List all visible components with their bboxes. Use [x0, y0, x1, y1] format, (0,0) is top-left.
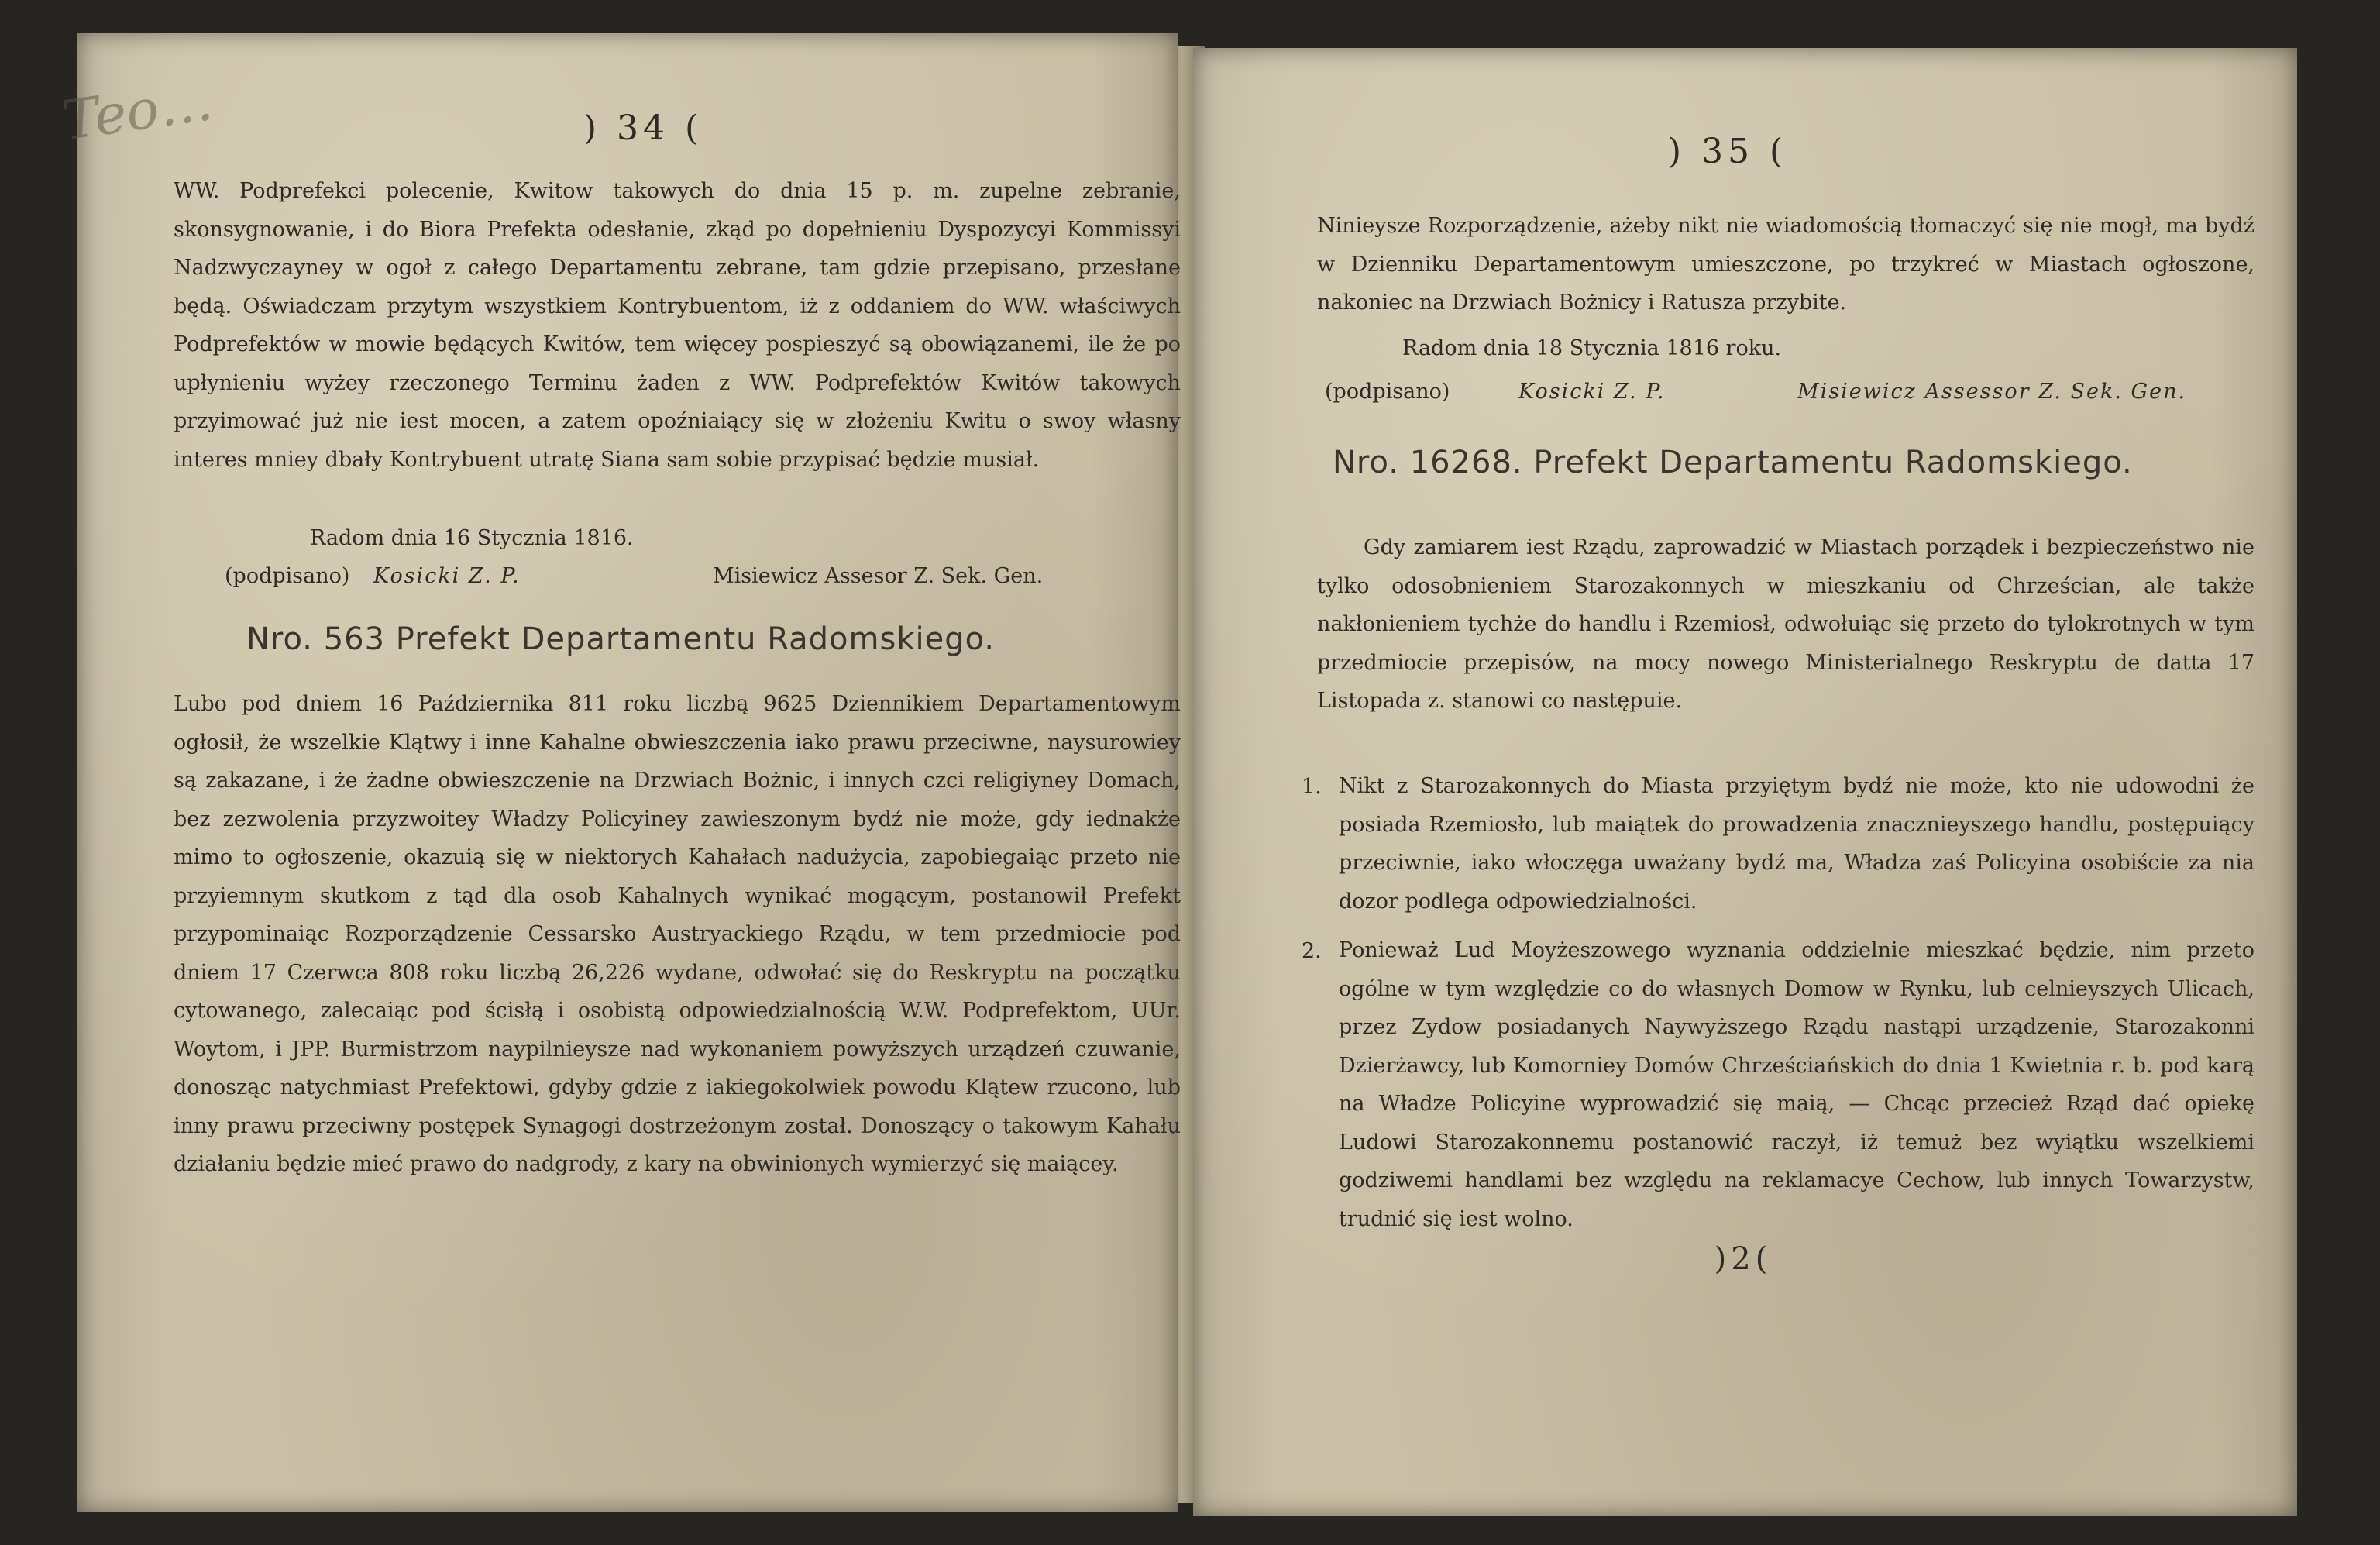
- right-heading: Nro. 16268. Prefekt Departamentu Radomskiego.: [1333, 445, 2133, 480]
- margin-pencil-note: Teo…: [58, 68, 217, 153]
- left-heading: Nro. 563 Prefekt Departamentu Radomskiego.: [246, 621, 996, 657]
- right-signed-name: [1518, 380, 1666, 404]
- right-signed-name-text: Kosicki Z. P.: [1518, 380, 1666, 404]
- left-signed-label: (podpisano): [225, 564, 350, 588]
- left-paragraph-2: Lubo pod dniem 16 Października 811 roku liczbą 9625 Dziennikiem Departamentowym ogłosił, że wszelkie Klątwy i inne Kahalne obwieszczenia iako prawu przeciwne, naysurowiey są zakazane, i że żadne obwieszczenie na Drzwiach Bożnic, i innych czci religiyney Domach, bez zezwolenia przyzwoitey Władzy Policyiney zawieszonym bydź nie może, gdy iednakże mimo to ogłoszenie, okazuią się w niektorych Kahałach nadużycia, zapobiegaiąc przeto nie przyiemnym skutkom z tąd dla osob Kahalnych wynikać mogącym, postanowił Prefekt przypominaiąc Rozporządzenie Cessarsko Austryackiego Rządu, w tem przedmiocie pod dniem 17 Czerwca 808 roku liczbą 26,226 wydane, odwołać się do Reskryptu na początku cytowanego, zalecaiąc pod ścisłą i osobistą odpowiedzialnością W.W. Podprefektom, UUr. Woytom, i JPP. Burmistrzom naypilnieysze nad wykonaniem powyższych urządzeń czuwanie, donosząc natychmiast Prefektowi, gdyby gdzie z iakiegokolwiek powodu Klątew rzucono, lub inny prawu przeciwny postępek Synagogi dostrzeżonym został. Donoszący o takowym Kahału działaniu będzie mieć prawo do nadgrody, z kary na obwinionych wymierzyć się maiącey.: [174, 692, 1181, 1176]
- right-item-1-text: Nikt z Starozakonnych do Miasta przyiętym bydź nie może, kto nie udowodni że posiada Rzemiosło, lub maiątek do prowadzenia znacznieyszego handlu, postępuiący przeciwnie, iako włoczęga uważany bydź ma, Władza zaś Policyina osobiście za nia dozor podlega odpowiedzialności.: [1339, 774, 2254, 914]
- left-page-number: ) 34 (: [583, 108, 703, 148]
- right-signed-assessor-text: Misiewicz Assessor Z. Sek. Gen.: [1797, 380, 2187, 404]
- signature-mark: )2(: [1714, 1241, 1773, 1277]
- right-paragraph-1: Ninieysze Rozporządzenie, ażeby nikt nie wiadomością tłomaczyć się nie mogł, ma bydź w Dzienniku Departamentowym umieszczone, po trzykreć w Miastach ogłoszone, nakoniec na Drzwiach Bożnicy i Ratusza przybite.: [1317, 214, 2254, 315]
- right-signed-assessor: [1797, 380, 2186, 404]
- left-page: [58, 33, 1181, 1512]
- left-signed-assessor: Misiewicz Assesor Z. Sek. Gen.: [713, 564, 1044, 588]
- right-signed-label: (podpisano): [1325, 380, 1450, 404]
- left-paragraph-1: WW. Podprefekci polecenie, Kwitow takowych do dnia 15 p. m. zupelne zebranie, skonsygnowanie, i do Biora Prefekta odesłanie, zkąd po dopełnieniu Dyspozycyi Kommissyi Nadzwyczayney w ogoł z całego Departamentu zebrane, tam gdzie przepisano, przesłane będą. Oświadczam przytym wszystkiem Kontrybuentom, iż z oddaniem do WW. właściwych Podprefektów w mowie będących Kwitów, tem więcey pospieszyć są obowiązanemi, ile że po upłynieniu wyżey rzeczonego Terminu żaden z WW. Podprefektów Kwitów takowych przyimować już nie iest mocen, a zatem opoźniaiący się w złożeniu Kwitu o swoy własny interes mniey dbały Kontrybuent utratę Siana sam sobie przypisać będzie musiał.: [174, 179, 1181, 472]
- left-signed-name: [373, 564, 521, 588]
- right-date-line: Radom dnia 18 Stycznia 1816 roku.: [1402, 336, 1782, 360]
- right-paragraph-2: Gdy zamiarem iest Rządu, zaprowadzić w Miastach porządek i bezpieczeństwo nie tylko odosobnieniem Starozakonnych w mieszkaniu od Chrześcian, ale także nakłonieniem tychże do handlu i Rzemiosł, odwołuiąc się przeto do tylokrotnych w tym przedmiocie przepisów, na mocy nowego Ministerialnego Reskryptu de datta 17 Listopada z. stanowi co następuie.: [1317, 535, 2254, 713]
- right-page-number: ) 35 (: [1667, 132, 1788, 171]
- right-item-2-number: 2.: [1302, 939, 1322, 963]
- right-item-2-text: Ponieważ Lud Moyżeszowego wyznania oddzielnie mieszkać będzie, nim przeto ogólne w tym względzie co do własnych Domow w Rynku, lub celnieyszych Ulicach, przez Zydow posiadanych Naywyższego Rządu nastąpi urządzenie, Starozakonni Dzierżawcy, lub Komorniey Domów Chrześciańskich do dnia 1 Kwietnia r. b. pod karą na Władze Policyine wyprowadzić się maią, — Chcąc przecież Rząd dać opiekę Ludowi Starozakonnemu postanowić raczył, iż temuż bez wyiątku wszelkiemi godziwemi handlami bez względu na reklamacye Cechow, lub innych Towarzystw, trudnić się iest wolno.: [1339, 938, 2254, 1231]
- left-date-line: Radom dnia 16 Stycznia 1816.: [310, 526, 634, 550]
- right-item-1-number: 1.: [1302, 775, 1322, 799]
- left-signed-name-text: Kosicki Z. P.: [373, 564, 521, 588]
- right-page: [1193, 48, 2297, 1516]
